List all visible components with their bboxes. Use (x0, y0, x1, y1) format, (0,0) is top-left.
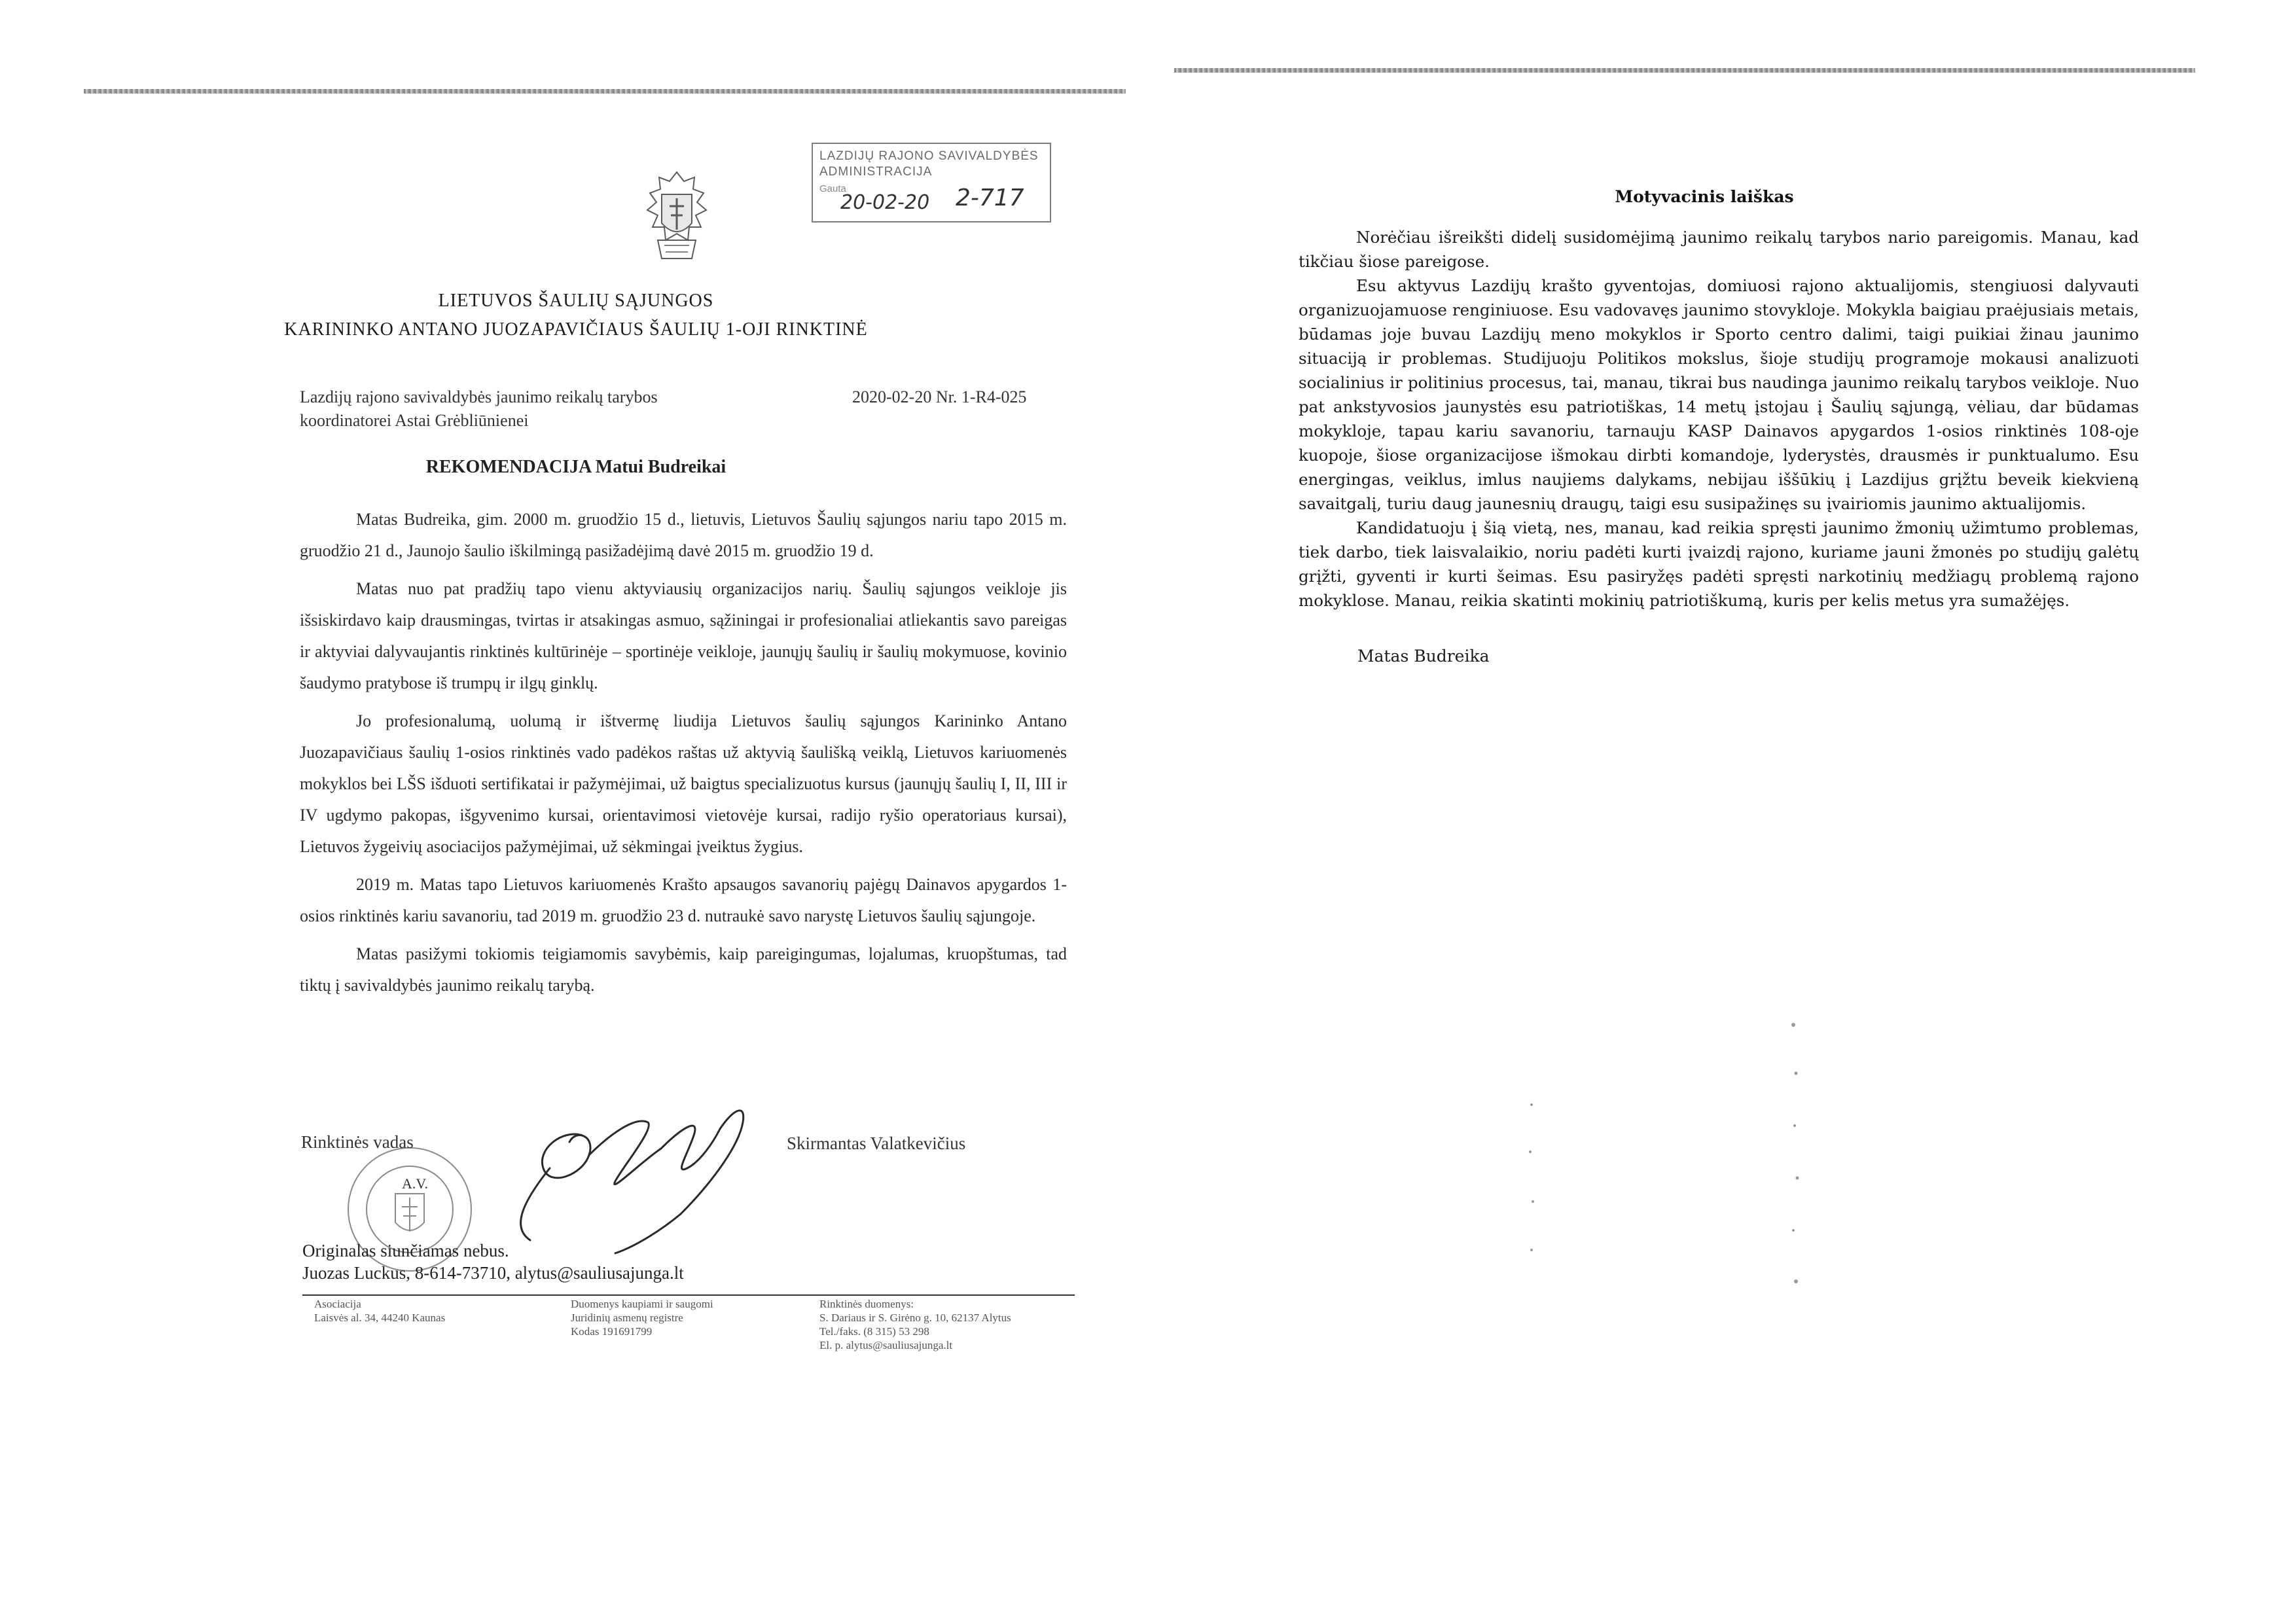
signatory-name: Skirmantas Valatkevičius (787, 1133, 966, 1153)
footer-text: Laisvės al. 34, 44240 Kaunas (314, 1311, 446, 1324)
motivation-title: Motyvacinis laiškas (1615, 187, 1794, 206)
document-reference: 2020-02-20 Nr. 1-R4-025 (852, 387, 1027, 406)
footer-text: Kodas 191691799 (571, 1325, 653, 1338)
footer-registry (571, 1297, 713, 1338)
riflemen-union-emblem-icon (638, 167, 715, 265)
organization-name: LIETUVOS ŠAULIŲ SĄJUNGOS (438, 291, 714, 311)
scan-edge-line (84, 89, 1126, 94)
footer-text: S. Dariaus ir S. Girėno g. 10, 62137 Alytus (819, 1311, 1011, 1324)
body-paragraph: 2019 m. Matas tapo Lietuvos kariuomenės Krašto apsaugos savanorių pajėgų Dainavos apygardos 1-osios rinktinės kariu savanoriu, tad 2019 m. gruodžio 23 d. nutraukė savo narystę Lietuvos šaulių sąjungoje. (300, 875, 1067, 925)
addressee-line-2: koordinatorei Astai Grėbliūnienei (300, 411, 529, 430)
stamp-date: 20-02-20 (840, 191, 930, 214)
body-paragraph: Matas Budreika, gim. 2000 m. gruodžio 15 d., lietuvis, Lietuvos Šaulių sąjungos nariu tapo 2015 m. gruodžio 21 d., Jaunojo šaulio iškilmingą pasižadėjimą davė 2015 m. gruodžio 19 d. (300, 510, 1067, 560)
stamp-mark: Gauta (819, 183, 846, 194)
seal-text: A.V. (402, 1175, 428, 1192)
footer-text: Rinktinės duomenys: (819, 1298, 914, 1310)
recommendation-title: REKOMENDACIJA Matui Budreikai (425, 457, 726, 477)
footer-text: Duomenys kaupiami ir saugomi (571, 1298, 713, 1310)
body-paragraph: Esu aktyvus Lazdijų krašto gyventojas, domiuosi rajono aktualijomis, stengiuosi dalyvauti organizuojamuose renginiuose. Esu vadovavęs jaunimo stovykloje. Mokykla baigiau praėjusiais metais, būdamas joje buvau Lazdijų meno mokyklos ir Sporto centro dalimi, taigi puikiai žinau jaunimo situaciją ir problemas. Studijuoju Politikos mokslus, šioje studijų programoje mokausi analizuoti socialinius ir politinius procesus, tai, manau, tikrai bus naudinga jaunimo reikalų tarybos veikloje. Nuo pat ankstyvosios jaunystės esu patriotiškas, 14 metų įstojau į Šaulių sąjungą, vėliau, dar būdamas mokykloje, tapau kariu savanoriu, tarnauju KASP Dainavos apygardos 1-osios rinktinės 108-oje kuopoje, šiose organizacijose išmokau dirbti komandoje, lyderystės, drausmės ir punktualumo. Esu energingas, veiklus, imlus naujiems dalykams, nebijau iššūkių į Lazdijus grįžtu beveik kiekvieną savaitgalį, turiu daug jaunesnių draugų, taigi esu susipažinęs su įvairiomis jaunimo aktualijomis. (1299, 276, 2139, 513)
contact-line: Juozas Luckus, 8-614-73710, alytus@sauliusajunga.lt (302, 1263, 684, 1283)
footer-unit-details (819, 1297, 1011, 1352)
signatory-role: Rinktinės vadas (301, 1132, 414, 1152)
registration-stamp (812, 143, 1051, 223)
body-paragraph: Kandidatuoju į šią vietą, nes, manau, kad reikia spręsti jaunimo žmonių užimtumo problemas, tiek darbo, tiek laisvalaikio, noriu padėti kurti įvaizdį rajono, kuriame jauni žmonės po studijų galėtų grįžti, gyventi ir kurti šeimas. Esu pasiryžęs padėti spręsti narkotinių medžiagų problemą rajono mokyklose. Manau, reikia skatinti mokinių patriotiškumą, kuris per kelis metus yra sumažėjęs. (1299, 518, 2139, 610)
stamp-line-1: LAZDIJŲ RAJONO SAVIVALDYBĖS (819, 149, 1039, 163)
body-paragraph: Matas nuo pat pradžių tapo vienu aktyviausių organizacijos narių. Šaulių sąjungos veikloje jis išsiskirdavo kaip drausmingas, tvirtas ir atsakingas asmuo, sąžiningai ir profesionaliai atliekantis savo pareigas ir aktyviai dalyvaujantis rinktinės kultūrinėje – sportinėje veikloje, jaunųjų šaulių ir šaulių mokymuose, kovinio šaudymo pratybose iš trumpų ir ilgų ginklų. (300, 579, 1067, 692)
footer-text: El. p. alytus@sauliusajunga.lt (819, 1339, 953, 1351)
body-paragraph: Matas pasižymi tokiomis teigiamomis savybėmis, kaip pareigingumas, lojalumas, kruopštumas, tad tiktų į savivaldybės jaunimo reikalų tarybą. (300, 944, 1067, 995)
addressee-line-1: Lazdijų rajono savivaldybės jaunimo reikalų tarybos (300, 387, 658, 406)
body-paragraph: Jo profesionalumą, uolumą ir ištvermę liudija Lietuvos šaulių sąjungos Karininko Antano Juozapavičiaus šaulių 1-osios rinktinės vado padėkos raštas už aktyvią šaulišką veiklą, Lietuvos kariuomenės mokyklos bei LŠS išduoti sertifikatai ir pažymėjimai, už baigtus specializuotus kursus (jaunųjų šaulių I, II, III ir IV ugdymo pakopas, išgyvenimo kursai, orientavimosi vietovėje kursai, radijo ryšio operatoriaus kursai), Lietuvos žygeivių asociacijos pažymėjimai, už sėkmingai įveiktus žygius. (300, 711, 1067, 856)
recommendation-body (300, 504, 1067, 1008)
footer-divider (302, 1294, 1075, 1296)
footer-text: Tel./faks. (8 315) 53 298 (819, 1325, 929, 1338)
scan-specks (1148, 0, 2296, 1623)
footer-text: Asociacija (314, 1298, 361, 1310)
footer-association (314, 1297, 445, 1325)
organization-subdivision: KARININKO ANTANO JUOZAPAVIČIAUS ŠAULIŲ 1-OJI RINKTINĖ (284, 319, 868, 340)
stamp-line-2: ADMINISTRACIJA (819, 165, 933, 179)
motivation-letter-page (1148, 0, 2296, 1623)
signatory-name: Matas Budreika (1357, 647, 1490, 666)
handwritten-signature-icon (484, 1090, 785, 1260)
body-paragraph: Norėčiau išreikšti didelį susidomėjimą jaunimo reikalų tarybos nario pareigomis. Manau, kad tikčiau šiose pareigose. (1299, 228, 2139, 271)
stamp-registration-number: 2-717 (956, 185, 1024, 211)
footer-text: Juridinių asmenų registre (571, 1311, 683, 1324)
original-notice: Originalas siunčiamas nebus. (302, 1241, 509, 1260)
